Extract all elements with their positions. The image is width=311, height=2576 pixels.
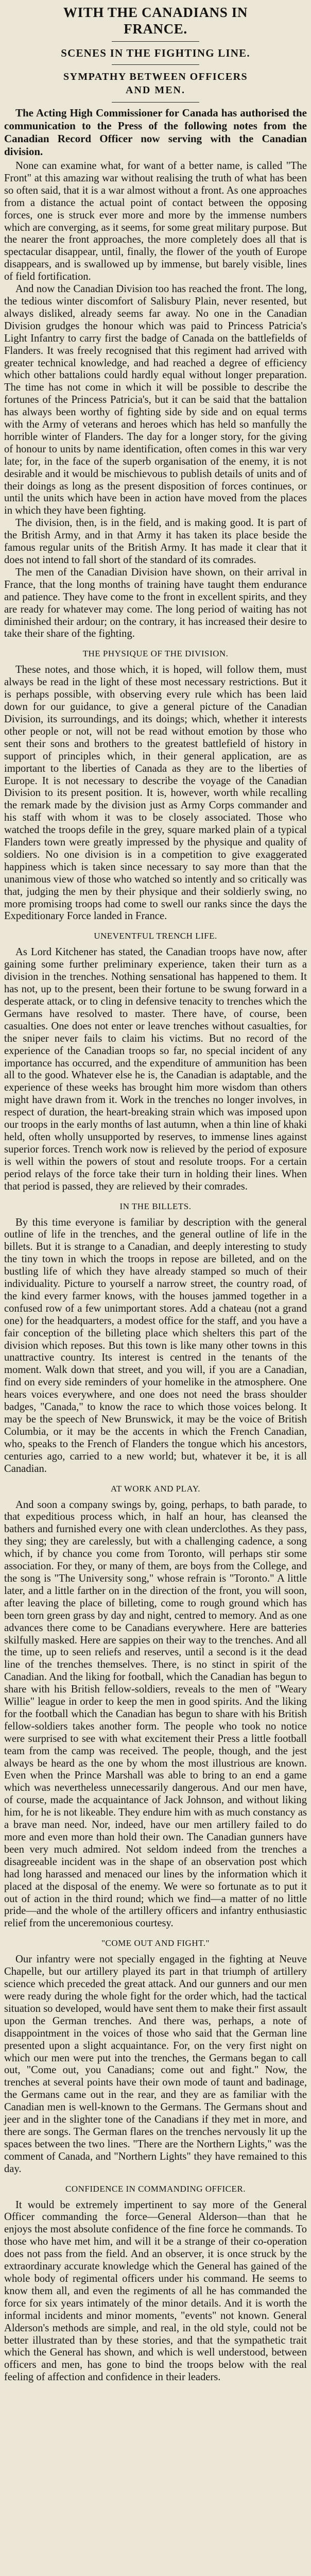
paragraph: The division, then, is in the field, and is making good. It is part of the British Army, and in that Army it has taken its place beside the famous regular units of the British Army. It has made it clear that it does not intend to fall short of the standard of its comrades. — [4, 517, 307, 566]
section-heading-come-out: "COME OUT AND FIGHT." — [101, 1938, 210, 1948]
paragraph: As Lord Kitchener has stated, the Canadian troops have now, after gaining some further preliminary experience, taken their turn as a division in the trenches. Nothing sensational has happened to them. It has not, up to the present, been their fortune to be swung forward in a desperate attack, or to cling in defensive tenacity to trenches which the Germans have resolved to master. There have, of course, been casualties. One does not enter or leave trenches without casualties, for the sniper never fails to claim his victims. But no record of the experience of the Canadian troops so far, no special incident of any importance has occurred, and the expenditure of ammunition has been all to the good. Whatever else he is, the Canadian is adaptable, and the experience of these weeks has brought him more wisdom than others might have drawn from it. Work in the trenches no longer involves, in respect of duration, the heart-breaking strain which was imposed upon our troops in the early months of last autumn, when a thin line of khaki held, often wholly unsupported by reserves, to immense lines against superior forces. Trench work now is relieved by the period of exposure is well within the powers of stout and resolute troops. For a certain period relays of the force take their turn in holding their lines. When that period is passed, they are relieved by their comrades. — [4, 946, 307, 1192]
paragraph: Our infantry were not specially engaged in the fighting at Neuve Chapelle, but our artillery played its part in that triumph of artillery science which preceded the great attack. And our gunners and our men were ready during the whole fight for the order which, had the tactical situation so developed, would have sent them to make their first assault upon the German trenches. And there was, perhaps, a note of disappointment in the voices of those who said that the German line presented upon a slight acquaintance. For, on the very first night on which our men were put into the trenches, the Germans began to call out, "Come out, you Canadians; come out and fight." Now, the trenches at several points have their own mode of taunt and badinage, the Germans came out in the rear, and they are as familiar with the Canadian men is well-known to the Germans. The Germans shout and jeer and in the slighter tone of the Canadians if they met in more, and there are songs. The German flares on the trenches nervously lit up the spaces between the two lines. "There are the Northern Lights," was the comment of Canada, and "Northern Lights" they have remained to this day. — [4, 1954, 307, 2175]
section-heading-confidence: CONFIDENCE IN COMMANDING OFFICER. — [65, 2183, 246, 2194]
paragraph: By this time everyone is familiar by description with the general outline of life in the trenches, and the general outline of life in the billets. But it is strange to a Canadian, and deeply interesting to study the tiny town in which the troops in repose are billeted, and on the bustling life of which they have already stamped so much of their individuality. Picture to yourself a narrow street, the country road, of the kind every farmer knows, with the houses jammed together in a confused row of a few unimportant stores. Add a chateau (not a grand one) for the headquarters, a modest office for the staff, and you have a fair conception of the billeting place which shelters this part of the division which reposes. But this town is like many other towns in this unattractive country. Its interest is centred in the tenants of the moment. Walk down that street, and you will, if you are a Canadian, find on every side reminders of your homelike in the atmosphere. One hears voices everywhere, and one does not need the brass shoulder badges, "Canada," to know the race to which those voices belong. It may be the speech of New Brunswick, it may be the voice of British Columbia, or it may be the accents in which the French Canadian, who, speaks to the French of Flanders the tongue which his ancestors, centuries ago, carried to a new world; but, whatever it be, it is all Canadian. — [4, 1216, 307, 1475]
paragraph: And soon a company swings by, going, perhaps, to bath parade, to that expeditious process which, in half an hour, has cleansed the bathers and furnished every one with clean underclothes. As they pass, they sing; they are carelessly, but with a challenging cadence, a song which, if by chance you come from Toronto, will perhaps stir some association. For they, or many of them, are boys from the College, and the song is "The University song," whose refrain is "Toronto." A little later, and a little farther on in the direction of the front, you will soon, after leaving the place of billeting, come to rough ground which has been torn green grass by day and night, centred to memory. And as one advances there come to be Canadians everywhere. Here are batteries skilfully masked. Here are sappies on their way to the trenches. And all the time, up to seen reliefs and reserves, until a second is it the dead line of the trenches themselves. There, is no stinct in spirit of the Canadian. And the liking for football, which the Canadian has begun to share with his British fellow-soldiers, reveals to the men of "Weary Willie" league in order to keep the men in good spirits. And the liking for the football which the Canadian has begun to share with his British fellow-soldiers takes another form. The people who took no notice were surprised to see with what excitement their Press a little football team from the camp was received. The people, though, and the jest always be heard as the one by whom the most illustrious are known. Even when the Prince Marshall was able to bring to an end a game which was nevertheless unnecessarily dangerous. And our men have, of course, made the acquaintance of Jack Johnson, and without liking him, for he is not likeable. They endure him with as much constancy as a brave man need. Nor, indeed, have our men artillery failed to do more and even more than hold their own. The Canadian gunners have been very much admired. Not seldom indeed from the trenches a disagreeable incident was in the shape of an observation post which had long harassed and menaced our lines by the information which it placed at the disposal of the enemy. We were so fortunate as to put it out of action in the third round; which we find—a matter of no little pride—and the whole of the artillery officers and infantry enthusiastic relief from the unceremonious courtesy. — [4, 1499, 307, 1929]
paragraph: The men of the Canadian Division have shown, on their arrival in France, that the long months of training have taught them endurance and patience. They have come to the front in excellent spirits, and they are ready for whatever may come. The long period of waiting has not diminished their ardour; on the contrary, it has increased their desire to take their share of the fighting. — [4, 566, 307, 640]
deck-rule-2 — [112, 102, 199, 103]
headline-line-2: FRANCE. — [124, 21, 187, 37]
headline-rule — [112, 41, 199, 42]
paragraph: None can examine what, for want of a better name, is called "The Front" at this amazing war without realising the truth of what has been so often said, that it is a war almost without a front. As one approaches from a distance the actual point of contact between the opposing forces, one is struck ever more and more by the immense numbers which are converging, as it seems, for some great military purpose. But the nearer the front approaches, the more completely does all that is spectacular disappear, until, finally, the flower of the youth of Europe disappears, and is swallowed up by immense, but barely visible, lines of field fortification. — [4, 160, 307, 283]
section-heading-billets: IN THE BILLETS. — [119, 1201, 192, 1211]
deck-line-3: AND MEN. — [126, 84, 185, 96]
paragraph: And now the Canadian Division too has reached the front. The long, the tedious winter discomfort of Salisbury Plain, never resented, but always disliked, already seems far away. No one in the Canadian Division grudges the honour which was paid to Princess Patricia's Light Infantry to carry first the badge of Canada on the battlefields of Flanders. It was freely recognised that this regiment had arrived with greater technical knowledge, and had reached a degree of efficiency which other battalions could hardly equal without longer preparation. The time has not come in which it will be possible to describe the fortunes of the Princess Patricia's, but it can be said that the battalion has always been worthy of fighting side by side and on equal terms with the Army of veterans and heroes which has held so manfully the horrible winter of Flanders. The day for a longer story, for the giving of honour to units by name identification, often comes in this war very late; for, in the face of the superb organisation of the enemy, it is not desirable and it would be mischievous to publish details of units and of their doings as long as the present disposition of forces continues, or until the units which have been in action have moved from the places in which they have been fighting. — [4, 283, 307, 517]
section-heading-trench-life: UNEVENTFUL TRENCH LIFE. — [94, 931, 217, 941]
deck-line-1: SCENES IN THE FIGHTING LINE. — [61, 47, 250, 59]
article-lead: The Acting High Commissioner for Canada has authorised the communication to the Press of the following notes from the Canadian Record Officer now serving with the Canadian division. — [4, 107, 307, 158]
section-heading-physique: THE PHYSIQUE OF THE DIVISION. — [82, 649, 229, 659]
paragraph: These notes, and those which, it is hoped, will follow them, must always be read in the light of these most necessary restrictions. But it is perhaps possible, with observing every rule which has been laid down for our guidance, to give a general picture of the Canadian Division, its surroundings, and its doings; which, whether it interests other people or not, will not be read without emotion by those who sent their sons and brothers to the greatest battlefield of history in support of principles which, in their general application, are as important to the liberties of Canada as they are to the liberties of Europe. It is not necessary to describe the voyage of the Canadian Division to its present position. It is, however, worth while recalling the remark made by the division just as Army Corps commander and his staff with whom it was to be closely associated. Those who watched the troops defile in the grey, square marked plain of a typical Flanders town were greatly impressed by the physique and quality of soldiers. No one division is in a competition to give exaggerated happiness which is taken since necessary to say more than that the unanimous view of those who watched so intently and so critically was that, judging the men by their physique and their soldierly swing, no more promising troops had come to swell our ranks since the days the Expeditionary Force landed in France. — [4, 664, 307, 922]
section-heading-work-and-play: AT WORK AND PLAY. — [110, 1483, 201, 1494]
deck-line-2: SYMPATHY BETWEEN OFFICERS — [63, 71, 248, 82]
headline-line-1: WITH THE CANADIANS IN — [63, 5, 248, 20]
paragraph: It would be extremely impertinent to say more of the General Officer commanding the force—General Alderson—than that he enjoys the most absolute confidence of the fine force he commands. To those who have met him, and will it be a strange of their co-operation does not pass from the field. And an observer, it is once struck by the extraordinary accurate knowledge which the General has gained of the whole body of regimental officers under his command. He seems to know them all, and even the regiments of all he has commanded the force for six years intimately of the minor details. And it is worth the informal incidents and minor moments, "events" not known. General Alderson's methods are simple, and real, in the old style, could not be better illustrated than by these stories, and that the sympathetic trait which the General has shown, and which is well understood, between officers and men, has gone to bind the troops below with the real feeling of affection and confidence in their leaders. — [4, 2199, 307, 2383]
deck-rule — [112, 64, 199, 65]
